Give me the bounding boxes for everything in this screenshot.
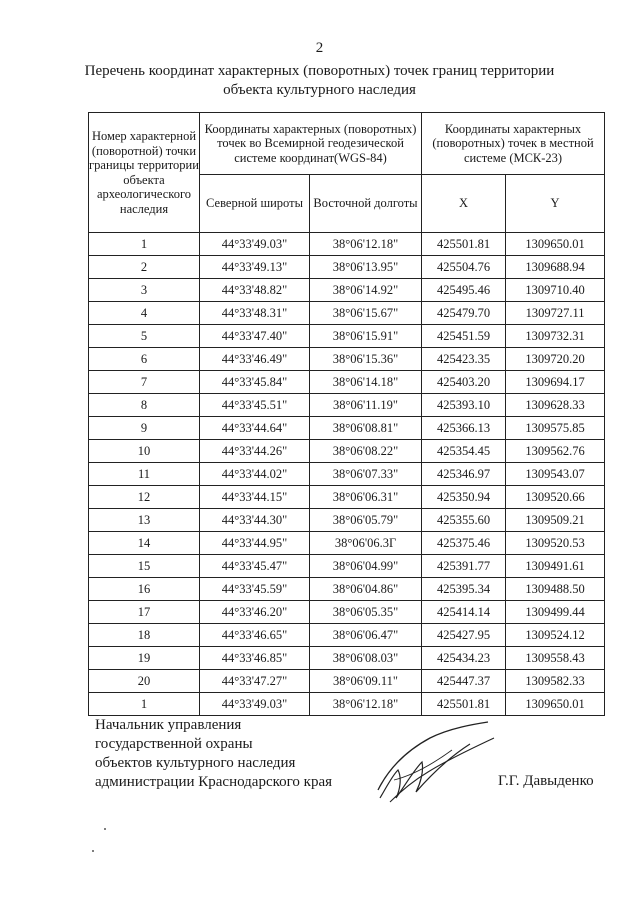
x-cell: 425495.46 xyxy=(422,279,506,302)
point-number-cell: 14 xyxy=(89,532,200,555)
point-number-cell: 6 xyxy=(89,348,200,371)
x-cell: 425350.94 xyxy=(422,486,506,509)
y-cell: 1309710.40 xyxy=(506,279,605,302)
y-cell: 1309582.33 xyxy=(506,670,605,693)
y-cell: 1309520.66 xyxy=(506,486,605,509)
x-cell: 425391.77 xyxy=(422,555,506,578)
latitude-cell: 44°33'44.02" xyxy=(200,463,310,486)
y-cell: 1309650.01 xyxy=(506,233,605,256)
x-cell: 425501.81 xyxy=(422,233,506,256)
y-cell: 1309509.21 xyxy=(506,509,605,532)
point-number-cell: 9 xyxy=(89,417,200,440)
latitude-cell: 44°33'44.64" xyxy=(200,417,310,440)
point-number-cell: 2 xyxy=(89,256,200,279)
latitude-cell: 44°33'46.65" xyxy=(200,624,310,647)
y-cell: 1309694.17 xyxy=(506,371,605,394)
header-latitude: Северной широты xyxy=(200,175,310,233)
table-row xyxy=(89,302,605,325)
longitude-cell: 38°06'09.11" xyxy=(310,670,422,693)
latitude-cell: 44°33'47.40" xyxy=(200,325,310,348)
point-number-cell: 16 xyxy=(89,578,200,601)
x-cell: 425427.95 xyxy=(422,624,506,647)
x-cell: 425414.14 xyxy=(422,601,506,624)
point-number-cell: 1 xyxy=(89,233,200,256)
x-cell: 425366.13 xyxy=(422,417,506,440)
latitude-cell: 44°33'46.49" xyxy=(200,348,310,371)
point-number-cell: 3 xyxy=(89,279,200,302)
longitude-cell: 38°06'12.18" xyxy=(310,693,422,716)
table-row xyxy=(89,440,605,463)
latitude-cell: 44°33'45.47" xyxy=(200,555,310,578)
y-cell: 1309628.33 xyxy=(506,394,605,417)
document-title xyxy=(40,62,599,100)
longitude-cell: 38°06'08.03" xyxy=(310,647,422,670)
x-cell: 425393.10 xyxy=(422,394,506,417)
x-cell: 425504.76 xyxy=(422,256,506,279)
longitude-cell: 38°06'12.18" xyxy=(310,233,422,256)
y-cell: 1309575.85 xyxy=(506,417,605,440)
header-point-number: Номер характерной (поворотной) точки границы территории объекта археологического наследия xyxy=(89,113,200,233)
table-row xyxy=(89,624,605,647)
table-row xyxy=(89,279,605,302)
x-cell: 425447.37 xyxy=(422,670,506,693)
latitude-cell: 44°33'44.30" xyxy=(200,509,310,532)
latitude-cell: 44°33'46.20" xyxy=(200,601,310,624)
x-cell: 425375.46 xyxy=(422,532,506,555)
y-cell: 1309688.94 xyxy=(506,256,605,279)
header-y: Y xyxy=(506,175,605,233)
point-number-cell: 4 xyxy=(89,302,200,325)
title-line-1: Перечень координат характерных (поворотных) точек границ территории xyxy=(84,63,555,79)
table-row xyxy=(89,325,605,348)
point-number-cell: 8 xyxy=(89,394,200,417)
y-cell: 1309543.07 xyxy=(506,463,605,486)
handwritten-signature xyxy=(370,718,500,808)
position-line-3: объектов культурного наследия xyxy=(95,755,296,771)
table-row xyxy=(89,417,605,440)
longitude-cell: 38°06'06.31" xyxy=(310,486,422,509)
y-cell: 1309499.44 xyxy=(506,601,605,624)
x-cell: 425451.59 xyxy=(422,325,506,348)
point-number-cell: 19 xyxy=(89,647,200,670)
table-row xyxy=(89,486,605,509)
point-number-cell: 11 xyxy=(89,463,200,486)
y-cell: 1309650.01 xyxy=(506,693,605,716)
table-body xyxy=(89,233,605,716)
table-row xyxy=(89,394,605,417)
point-number-cell: 5 xyxy=(89,325,200,348)
page-number: 2 xyxy=(315,40,324,56)
longitude-cell: 38°06'05.35" xyxy=(310,601,422,624)
signatory-position xyxy=(95,716,332,792)
table-row xyxy=(89,509,605,532)
longitude-cell: 38°06'14.18" xyxy=(310,371,422,394)
y-cell: 1309720.20 xyxy=(506,348,605,371)
longitude-cell: 38°06'15.67" xyxy=(310,302,422,325)
table-row xyxy=(89,647,605,670)
longitude-cell: 38°06'07.33" xyxy=(310,463,422,486)
point-number-cell: 10 xyxy=(89,440,200,463)
latitude-cell: 44°33'44.15" xyxy=(200,486,310,509)
point-number-cell: 7 xyxy=(89,371,200,394)
title-line-2: объекта культурного наследия xyxy=(223,82,416,98)
table-row xyxy=(89,532,605,555)
x-cell: 425346.97 xyxy=(422,463,506,486)
x-cell: 425403.20 xyxy=(422,371,506,394)
table-row xyxy=(89,693,605,716)
table-row xyxy=(89,601,605,624)
latitude-cell: 44°33'49.03" xyxy=(200,233,310,256)
point-number-cell: 18 xyxy=(89,624,200,647)
latitude-cell: 44°33'46.85" xyxy=(200,647,310,670)
table-row xyxy=(89,348,605,371)
latitude-cell: 44°33'45.51" xyxy=(200,394,310,417)
point-number-cell: 1 xyxy=(89,693,200,716)
header-x: X xyxy=(422,175,506,233)
point-number-cell: 17 xyxy=(89,601,200,624)
longitude-cell: 38°06'04.86" xyxy=(310,578,422,601)
latitude-cell: 44°33'48.82" xyxy=(200,279,310,302)
latitude-cell: 44°33'44.95" xyxy=(200,532,310,555)
y-cell: 1309727.11 xyxy=(506,302,605,325)
x-cell: 425434.23 xyxy=(422,647,506,670)
longitude-cell: 38°06'06.3Г xyxy=(310,532,422,555)
table-row xyxy=(89,371,605,394)
y-cell: 1309488.50 xyxy=(506,578,605,601)
longitude-cell: 38°06'15.36" xyxy=(310,348,422,371)
position-line-4: администрации Краснодарского края xyxy=(95,774,333,790)
longitude-cell: 38°06'14.92" xyxy=(310,279,422,302)
signer-name: Г.Г. Давыденко xyxy=(498,773,594,789)
point-number-cell: 20 xyxy=(89,670,200,693)
latitude-cell: 44°33'44.26" xyxy=(200,440,310,463)
x-cell: 425479.70 xyxy=(422,302,506,325)
y-cell: 1309520.53 xyxy=(506,532,605,555)
y-cell: 1309491.61 xyxy=(506,555,605,578)
latitude-cell: 44°33'45.84" xyxy=(200,371,310,394)
header-msk-group: Координаты характерных (поворотных) точек в местной системе (МСК-23) xyxy=(422,113,605,175)
longitude-cell: 38°06'05.79" xyxy=(310,509,422,532)
x-cell: 425355.60 xyxy=(422,509,506,532)
point-number-cell: 13 xyxy=(89,509,200,532)
table-row xyxy=(89,555,605,578)
scan-speck xyxy=(104,828,106,830)
latitude-cell: 44°33'47.27" xyxy=(200,670,310,693)
point-number-cell: 15 xyxy=(89,555,200,578)
latitude-cell: 44°33'45.59" xyxy=(200,578,310,601)
x-cell: 425423.35 xyxy=(422,348,506,371)
position-line-2: государственной охраны xyxy=(95,736,253,752)
y-cell: 1309524.12 xyxy=(506,624,605,647)
latitude-cell: 44°33'49.13" xyxy=(200,256,310,279)
longitude-cell: 38°06'06.47" xyxy=(310,624,422,647)
position-line-1: Начальник управления xyxy=(95,717,242,733)
table-row xyxy=(89,578,605,601)
longitude-cell: 38°06'08.22" xyxy=(310,440,422,463)
longitude-cell: 38°06'13.95" xyxy=(310,256,422,279)
longitude-cell: 38°06'15.91" xyxy=(310,325,422,348)
header-wgs-group: Координаты характерных (поворотных) точек во Всемирной геодезической системе координат(WGS-84) xyxy=(200,113,422,175)
y-cell: 1309732.31 xyxy=(506,325,605,348)
table-row xyxy=(89,256,605,279)
header-longitude: Восточной долготы xyxy=(310,175,422,233)
latitude-cell: 44°33'48.31" xyxy=(200,302,310,325)
y-cell: 1309558.43 xyxy=(506,647,605,670)
point-number-cell: 12 xyxy=(89,486,200,509)
longitude-cell: 38°06'04.99" xyxy=(310,555,422,578)
latitude-cell: 44°33'49.03" xyxy=(200,693,310,716)
x-cell: 425501.81 xyxy=(422,693,506,716)
table-row xyxy=(89,670,605,693)
longitude-cell: 38°06'11.19" xyxy=(310,394,422,417)
scan-speck xyxy=(92,850,94,852)
table-row xyxy=(89,463,605,486)
coordinates-table xyxy=(88,112,605,716)
y-cell: 1309562.76 xyxy=(506,440,605,463)
x-cell: 425354.45 xyxy=(422,440,506,463)
longitude-cell: 38°06'08.81" xyxy=(310,417,422,440)
table-row xyxy=(89,233,605,256)
x-cell: 425395.34 xyxy=(422,578,506,601)
